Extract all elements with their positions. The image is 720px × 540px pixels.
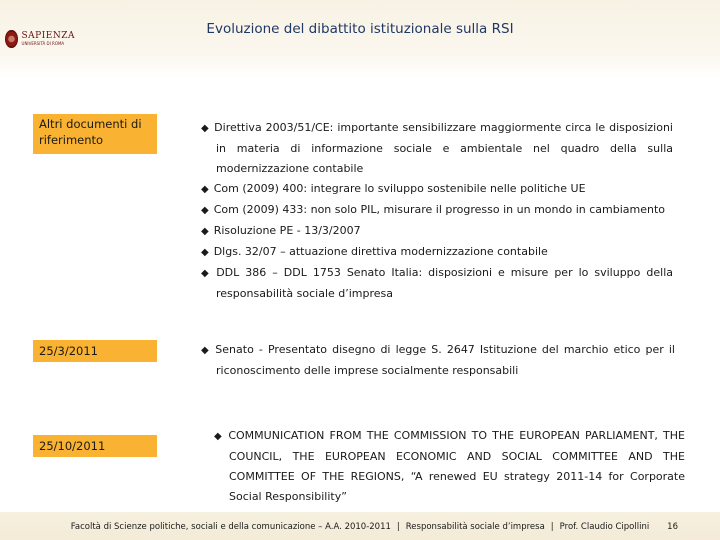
list-item: ◆ Risoluzione PE - 13/3/2007 [201, 224, 361, 237]
list-item: ◆ Com (2009) 433: non solo PIL, misurare il progresso in un mondo in cambiamento [201, 203, 666, 216]
logo-name: SAPIENZA [21, 31, 75, 41]
slide-title: Evoluzione del dibattito istituzionale sulla RSI [206, 21, 514, 37]
footer-text [0, 522, 720, 532]
footer-course: Responsabilità sociale d’impresa [405, 522, 545, 532]
slide-header [0, 0, 720, 78]
diamond-bullet-icon: ◆ [201, 226, 209, 237]
list-item: ◆ Senato - Presentato disegno di legge S. 2647 Istituzione del marchio etico per il riconoscimento delle imprese socialmente responsabili [201, 343, 675, 377]
page-number: 16 [667, 522, 678, 532]
list-item: ◆ DDL 386 – DDL 1753 Senato Italia: disposizioni e misure per lo sviluppo della responsabilità sociale d’impresa [201, 266, 673, 300]
slide-footer [0, 512, 720, 540]
commission-communication-paragraph [214, 426, 685, 507]
diamond-bullet-icon: ◆ [201, 184, 209, 195]
footer-professor: Prof. Claudio Cipollini [559, 522, 650, 532]
footer-separator: | [396, 522, 400, 532]
diamond-bullet-icon: ◆ [214, 431, 224, 442]
diamond-bullet-icon: ◆ [201, 345, 211, 356]
diamond-bullet-icon: ◆ [201, 123, 210, 134]
list-item: ◆ Com (2009) 400: integrare lo sviluppo sostenibile nelle politiche UE [201, 182, 586, 195]
logo-subtitle: UNIVERSITÀ DI ROMA [21, 41, 65, 46]
label-date-2011-03: 25/3/2011 [33, 340, 157, 362]
other-documents-list [201, 118, 673, 304]
list-item: ◆ COMMUNICATION FROM THE COMMISSION TO THE EUROPEAN PARLIAMENT, THE COUNCIL, THE EUROPEAN ECONOMIC AND SOCIAL COMMITTEE AND THE COMMITTEE OF THE REGIONS, “A renewed EU strategy 2011-14 for Corporate Social Responsibility” [214, 429, 685, 503]
label-other-documents: Altri documenti di riferimento [33, 114, 157, 154]
diamond-bullet-icon: ◆ [201, 268, 212, 279]
diamond-bullet-icon: ◆ [201, 247, 209, 258]
list-item: ◆ Direttiva 2003/51/CE: importante sensibilizzare maggiormente circa le disposizioni in materia di informazione sociale e ambientale nel quadro della sulla modernizzazione contabile [201, 121, 673, 175]
list-item: ◆ Dlgs. 32/07 – attuazione direttiva modernizzazione contabile [201, 245, 548, 258]
diamond-bullet-icon: ◆ [201, 205, 209, 216]
footer-faculty: Facoltà di Scienze politiche, sociali e della comunicazione – A.A. 2010-2011 [70, 522, 391, 532]
footer-separator: | [550, 522, 554, 532]
label-date-2011-10: 25/10/2011 [33, 435, 157, 457]
senate-bill-paragraph [201, 340, 675, 381]
